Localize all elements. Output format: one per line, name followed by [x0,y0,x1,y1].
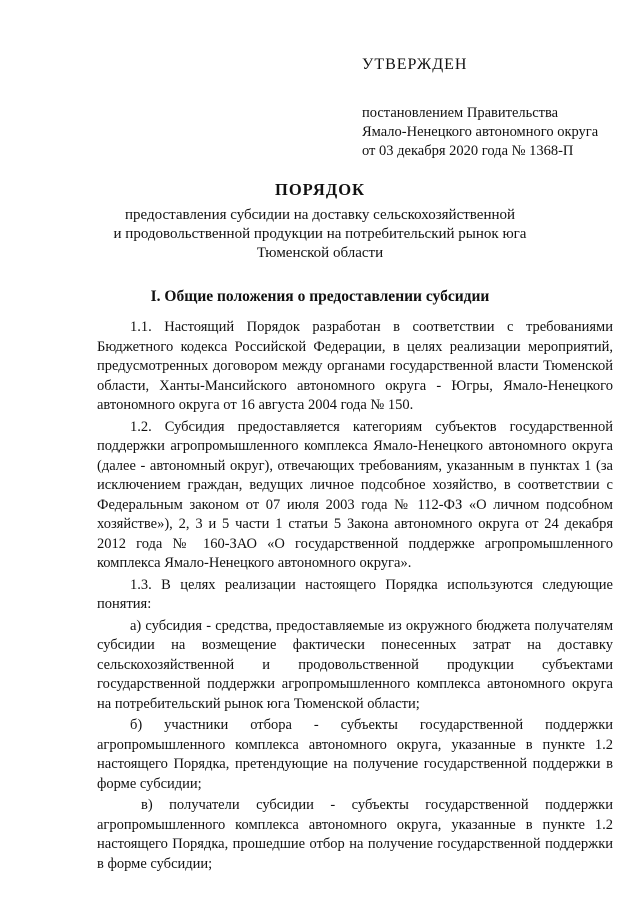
paragraph-a: а) субсидия - средства, предоставляемые из окружного бюджета получателям субсидии на возмещение фактически понесенных затрат на доставку сельскохозяйственной и продовольственной продукции субъектами государственной поддержки агропромышленного комплекса автономного округа на потребительский рынок юга Тюменской области; [97,617,613,712]
document-body [97,318,613,876]
approval-line: Ямало-Ненецкого автономного округа [362,124,599,140]
paragraph-1-2: 1.2. Субсидия предоставляется категориям субъектов государственной поддержки агропромышленного комплекса Ямало-Ненецкого автономного округа (далее - автономный округ), отвечающих требованиям, указанным в пунктах 1 (за исключением граждан, ведущих личное подсобное хозяйство, в соответствии с Федеральным законом от 07 июля 2003 года № 112-ФЗ «О личном подсобном хозяйстве»), 2, 3 и 5 части 1 статьи 5 Закона автономного округа от 24 декабря 2012 года № 160-ЗАО «О государственной поддержке агропромышленного комплекса Ямало-Ненецкого автономного округа». [97,418,613,571]
approval-block [362,56,632,161]
document-title [0,180,640,263]
title-main: ПОРЯДОК [275,180,365,199]
paragraph-v: в) получатели субсидии - субъекты государственной поддержки агропромышленного комплекса автономного округа, указанные в пункте 1.2 настоящего Порядка, прошедшие отбор на получение государственной поддержки в форме субсидии; [97,797,613,872]
title-subline: предоставления субсидии на доставку сельскохозяйственной [124,207,516,223]
title-subline: и продовольственной продукции на потребительский рынок юга [113,226,527,242]
paragraph-1-1: 1.1. Настоящий Порядок разработан в соответствии с требованиями Бюджетного кодекса Российской Федерации, в целях реализации мероприятий, предусмотренных договором между органами государственной власти Тюменской области, Ханты-Мансийского автономного округа - Югры, Ямало-Ненецкого автономного округа от 16 августа 2004 года № 150. [97,319,613,413]
approved-stamp: УТВЕРЖДЕН [362,56,468,73]
approval-line: постановлением Правительства [362,105,559,121]
paragraph-1-3: 1.3. В целях реализации настоящего Порядка используются следующие понятия: [97,576,613,612]
section-heading: I. Общие положения о предоставлении субсидии [150,288,490,305]
approval-line: от 03 декабря 2020 года № 1368-П [362,143,574,159]
paragraph-b: б) участники отбора - субъекты государственной поддержки агропромышленного комплекса автономного округа, указанные в пункте 1.2 настоящего Порядка, претендующие на получение государственной поддержки в форме субсидии; [97,717,613,792]
title-subline: Тюменской области [256,245,384,261]
